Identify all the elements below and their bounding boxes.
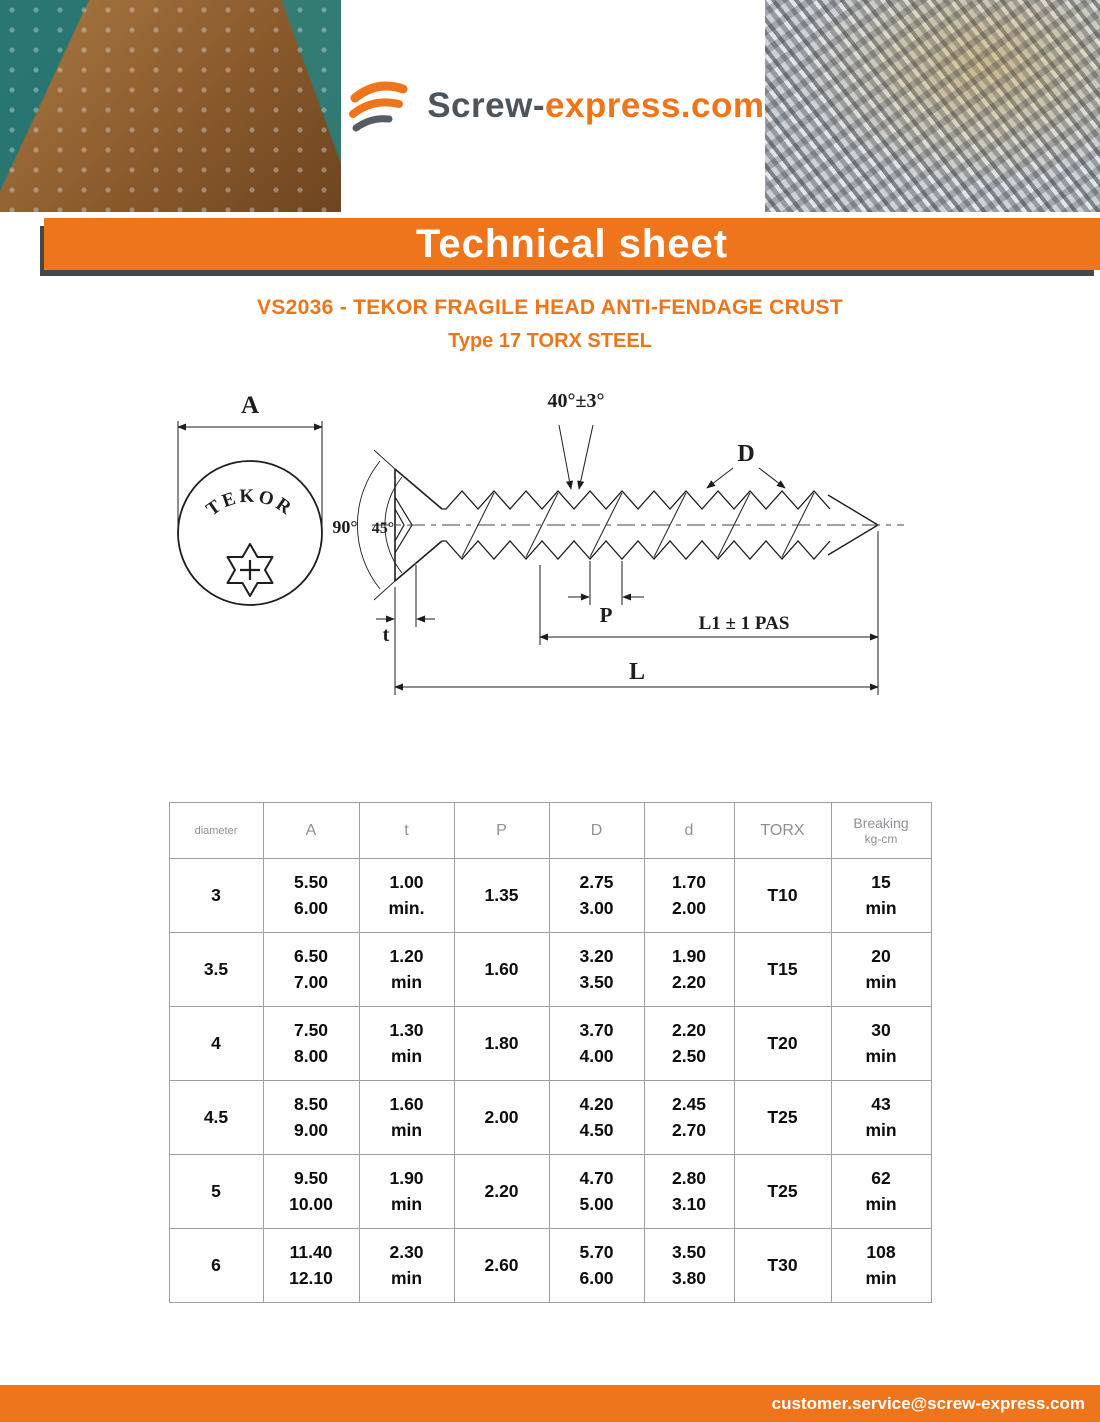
spec-cell-P: 1.60 — [454, 933, 549, 1007]
spec-cell-t: 2.30 min — [359, 1229, 454, 1303]
spec-table-body — [169, 859, 931, 1303]
dim-label-thickness: t — [382, 624, 390, 646]
spec-cell-diameter: 6 — [169, 1229, 263, 1303]
banner — [44, 218, 1100, 270]
spec-row — [169, 859, 931, 933]
spec-cell-d: 1.90 2.20 — [644, 933, 734, 1007]
spec-table-head-row — [169, 803, 931, 859]
diagram — [140, 365, 960, 750]
dim-label-angle-half: 45° — [371, 520, 395, 537]
spec-cell-breaking: 20 min — [831, 933, 931, 1007]
banner-title: Technical sheet — [415, 221, 729, 266]
spec-cell-D: 4.70 5.00 — [549, 1155, 644, 1229]
spec-cell-t: 1.60 min — [359, 1081, 454, 1155]
screw-technical-drawing — [140, 365, 960, 745]
dim-label-pitch: P — [599, 603, 613, 627]
spec-header-breaking: Breaking kg-cm — [831, 803, 931, 859]
spec-cell-t: 1.30 min — [359, 1007, 454, 1081]
spec-cell-TORX: T25 — [734, 1081, 831, 1155]
svg-text:TEKOR — [202, 486, 297, 521]
logo-text — [427, 86, 764, 126]
spec-cell-diameter: 4 — [169, 1007, 263, 1081]
spec-row — [169, 1007, 931, 1081]
workbench-photo — [0, 0, 341, 212]
spec-cell-TORX: T10 — [734, 859, 831, 933]
spec-cell-diameter: 5 — [169, 1155, 263, 1229]
logo-text-suffix: express.com — [544, 86, 765, 125]
spec-header-t: t — [359, 803, 454, 859]
spec-cell-t: 1.00 min. — [359, 859, 454, 933]
dim-label-total-length: L — [628, 659, 646, 685]
logo — [341, 0, 764, 212]
logo-swoosh-icon — [341, 76, 413, 136]
page-header — [0, 0, 1100, 212]
spec-cell-breaking: 30 min — [831, 1007, 931, 1081]
spec-cell-breaking: 62 min — [831, 1155, 931, 1229]
spec-cell-A: 6.50 7.00 — [263, 933, 359, 1007]
spec-cell-TORX: T15 — [734, 933, 831, 1007]
spec-header-A: A — [263, 803, 359, 859]
spec-cell-P: 2.60 — [454, 1229, 549, 1303]
logo-text-prefix: Screw- — [427, 86, 545, 125]
dim-label-head-width: A — [240, 392, 260, 419]
spec-cell-A: 9.50 10.00 — [263, 1155, 359, 1229]
page-footer — [0, 1385, 1100, 1422]
spec-cell-P: 1.35 — [454, 859, 549, 933]
product-subtitle: Type 17 TORX STEEL — [448, 330, 652, 352]
spec-cell-D: 2.75 3.00 — [549, 859, 644, 933]
dim-label-thread-length: L1 ± 1 PAS — [698, 613, 790, 634]
product-title: VS2036 - TEKOR FRAGILE HEAD ANTI-FENDAGE CRUST — [257, 296, 843, 319]
spec-header-diameter: diameter — [169, 803, 263, 859]
spec-cell-TORX: T25 — [734, 1155, 831, 1229]
spec-cell-d: 2.20 2.50 — [644, 1007, 734, 1081]
spec-cell-d: 2.45 2.70 — [644, 1081, 734, 1155]
spec-cell-TORX: T20 — [734, 1007, 831, 1081]
dim-label-angle-full: 90° — [332, 517, 358, 537]
spec-cell-P: 1.80 — [454, 1007, 549, 1081]
spec-cell-breaking: 15 min — [831, 859, 931, 933]
screws-photo — [765, 0, 1100, 212]
spec-row — [169, 933, 931, 1007]
spec-cell-breaking: 108 min — [831, 1229, 931, 1303]
spec-cell-diameter: 3.5 — [169, 933, 263, 1007]
spec-cell-P: 2.00 — [454, 1081, 549, 1155]
spec-row — [169, 1229, 931, 1303]
spec-table — [169, 802, 932, 1303]
spec-header-TORX: TORX — [734, 803, 831, 859]
spec-cell-d: 1.70 2.00 — [644, 859, 734, 933]
spec-cell-breaking: 43 min — [831, 1081, 931, 1155]
dim-label-thread-angle: 40°±3° — [547, 390, 605, 412]
spec-cell-d: 2.80 3.10 — [644, 1155, 734, 1229]
dim-label-diameter: D — [737, 441, 755, 467]
head-outline — [178, 461, 322, 605]
spec-cell-diameter: 4.5 — [169, 1081, 263, 1155]
spec-cell-D: 3.70 4.00 — [549, 1007, 644, 1081]
contact-email: customer.service@screw-express.com — [771, 1393, 1085, 1413]
spec-cell-D: 5.70 6.00 — [549, 1229, 644, 1303]
spec-cell-A: 11.40 12.10 — [263, 1229, 359, 1303]
spec-cell-diameter: 3 — [169, 859, 263, 933]
spec-cell-A: 8.50 9.00 — [263, 1081, 359, 1155]
spec-cell-d: 3.50 3.80 — [644, 1229, 734, 1303]
spec-cell-D: 4.20 4.50 — [549, 1081, 644, 1155]
spec-header-D: D — [549, 803, 644, 859]
spec-row — [169, 1155, 931, 1229]
spec-cell-TORX: T30 — [734, 1229, 831, 1303]
spec-cell-t: 1.90 min — [359, 1155, 454, 1229]
head-brand-text: TEKOR — [202, 485, 298, 521]
spec-cell-A: 7.50 8.00 — [263, 1007, 359, 1081]
spec-header-P: P — [454, 803, 549, 859]
spec-header-d: d — [644, 803, 734, 859]
spec-cell-D: 3.20 3.50 — [549, 933, 644, 1007]
spec-cell-A: 5.50 6.00 — [263, 859, 359, 933]
spec-cell-P: 2.20 — [454, 1155, 549, 1229]
spec-cell-t: 1.20 min — [359, 933, 454, 1007]
spec-row — [169, 1081, 931, 1155]
